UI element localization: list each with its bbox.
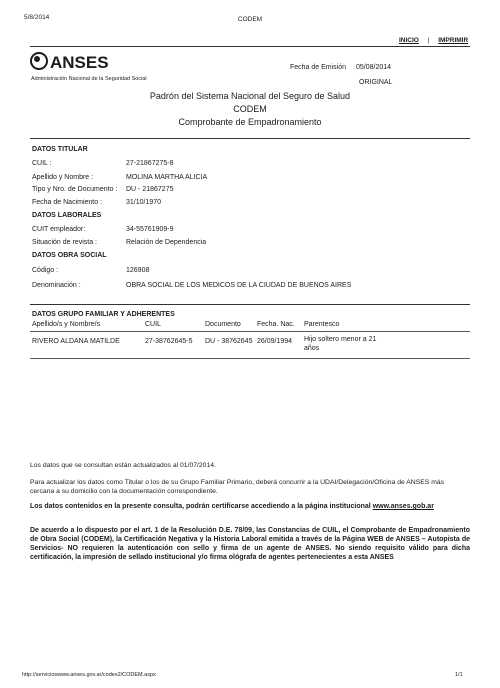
col-birthdate: Fecha. Nac. — [257, 321, 295, 328]
grupo-divider — [30, 358, 470, 359]
member-birthdate: 26/09/1994 — [257, 338, 293, 345]
logo-subtitle: Administración Nacional de la Seguridad Social — [31, 76, 147, 82]
grupo-header-divider — [30, 331, 470, 332]
cuil-label: CUIL : — [32, 160, 52, 167]
resolution-note: De acuerdo a lo dispuesto por el art. 1 de la Resolución D.E. 78/09, las Constancias de CUIL, el Comprobante de Empadronamiento de Obra Social (CODEM), la Certificación Negativa y la Historia Laboral emitida a través de la Página WEB de ANSES – Autopista de Servicios- NO requieren la autenticación con sello y firma de un agente de ANSES. No siendo requisito válido para dicha certificación, la impresión de sellado institucional y/o firma ológrafa de agentes pertenecientes a esta ANSES — [30, 527, 470, 561]
print-link[interactable]: IMPRIMIR — [438, 37, 469, 44]
emission-label: Fecha de Emisión — [290, 64, 347, 71]
birthdate-label: Fecha de Nacimiento : — [32, 199, 103, 206]
nav-separator: | — [427, 37, 430, 44]
emission-date: 05/08/2014 — [356, 64, 392, 71]
grupo-heading: DATOS GRUPO FAMILIAR Y ADHERENTES — [32, 311, 175, 318]
logo-brand: ANSES — [50, 53, 109, 72]
col-cuil: CUIL — [145, 321, 161, 328]
denomination-value: OBRA SOCIAL DE LOS MEDICOS DE LA CIUDAD DE BUENOS AIRES — [126, 282, 352, 289]
nav-bar — [399, 37, 468, 44]
col-relationship: Parentesco — [304, 321, 340, 328]
title-divider — [30, 138, 470, 139]
anses-logo — [30, 52, 109, 73]
titular-heading: DATOS TITULAR — [32, 146, 88, 153]
cuit-value: 34-55761909-9 — [126, 226, 174, 233]
window-title: CODEM — [237, 16, 263, 23]
doc-title-3: Comprobante de Empadronamiento — [178, 117, 322, 127]
situation-value: Relación de Dependencia — [126, 239, 207, 246]
cuit-label: CUIT empleador: — [32, 226, 86, 233]
member-name: RIVERO ALDANA MATILDE — [32, 338, 120, 345]
birthdate-value: 31/10/1970 — [126, 199, 162, 206]
denomination-label: Denominación : — [32, 282, 81, 289]
name-label: Apellido y Nombre : — [32, 174, 94, 181]
certify-note — [30, 502, 470, 511]
original-label: ORIGINAL — [359, 79, 393, 86]
member-relationship: Hijo soltero menor a 21 años — [304, 336, 377, 352]
col-document: Documento — [205, 321, 241, 328]
document-value: DU - 21867275 — [126, 186, 174, 193]
name-value: MOLINA MARTHA ALICIA — [126, 174, 208, 181]
laborales-heading: DATOS LABORALES — [32, 212, 102, 219]
footer-url: http://servicioswww.anses.gov.ar/codes2/CODEM.aspx — [22, 672, 156, 678]
certify-text: Los datos contenidos en la presente consulta, podrán certificarse accediendo a la página institucional — [30, 503, 371, 510]
document-label: Tipo y Nro. de Documento : — [32, 186, 118, 193]
update-instructions: Para actualizar los datos como Titular o los de su Grupo Familiar Primario, deberá concurrir a la UDAI/Delegación/Oficina de ANSES más cercana a su domicilio con la documentación correspondiente. — [30, 479, 445, 495]
page-number: 1/1 — [455, 672, 463, 678]
doc-title-1: Padrón del Sistema Nacional del Seguro de Salud — [149, 91, 351, 101]
situation-label: Situación de revista : — [32, 239, 97, 246]
anses-link[interactable]: www.anses.gob.ar — [372, 503, 434, 510]
anses-logo-icon — [30, 52, 48, 70]
header-divider — [30, 46, 470, 47]
member-document: DU - 38762645 — [205, 338, 253, 345]
obra-heading: DATOS OBRA SOCIAL — [32, 252, 107, 259]
updated-note: Los datos que se consultan están actualizados al 01/07/2014. — [30, 462, 216, 469]
member-cuil: 27-38762645-5 — [145, 338, 193, 345]
col-name: Apellido/s y Nombre/s — [32, 321, 101, 328]
code-label: Código : — [32, 267, 59, 274]
code-value: 126908 — [126, 267, 150, 274]
obra-divider — [30, 304, 470, 305]
cuil-value: 27-21867275-8 — [126, 160, 174, 167]
home-link[interactable]: INICIO — [399, 37, 419, 44]
doc-title-2: CODEM — [233, 104, 267, 114]
print-date: 5/8/2014 — [24, 14, 50, 21]
